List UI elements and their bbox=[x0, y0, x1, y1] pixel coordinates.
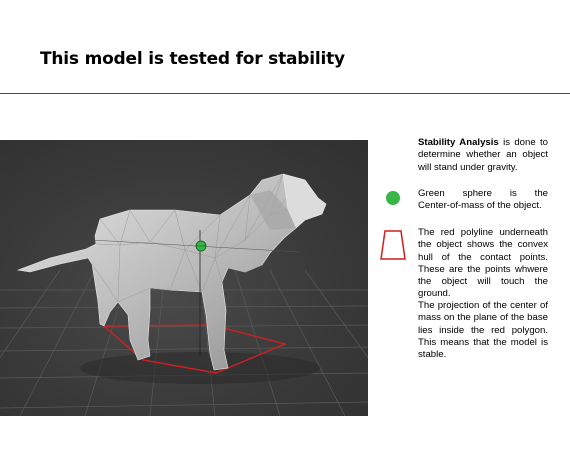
green-sphere-line-2: Center-of-mass of the object. bbox=[418, 200, 542, 212]
stability-analysis-label: Stability Analysis bbox=[418, 137, 499, 148]
stability-analysis-description: is done to determine whether an object will stand under gravity. bbox=[418, 137, 548, 173]
page-title: This model is tested for stability bbox=[40, 49, 345, 69]
stability-analysis-text bbox=[418, 137, 548, 174]
dog-model bbox=[18, 174, 326, 370]
viewport-canvas bbox=[0, 140, 368, 416]
red-polyline-text: The red polyline underneath the object shows the convex hull of the contact points. These are the points whwere the object will touch the ground. bbox=[418, 227, 548, 300]
floor-grid bbox=[0, 270, 368, 416]
green-sphere-text bbox=[418, 188, 548, 213]
title-divider bbox=[0, 93, 570, 94]
3d-viewport[interactable] bbox=[0, 140, 368, 416]
shadow bbox=[80, 352, 320, 384]
projection-text: The projection of the center of mass on the plane of the base lies inside the red polygon. This means that the model is stable. bbox=[418, 300, 548, 361]
green-sphere-legend-icon bbox=[386, 191, 400, 205]
red-polygon-legend-icon bbox=[380, 229, 406, 261]
green-sphere-line-1: Green sphere is the bbox=[418, 188, 548, 199]
